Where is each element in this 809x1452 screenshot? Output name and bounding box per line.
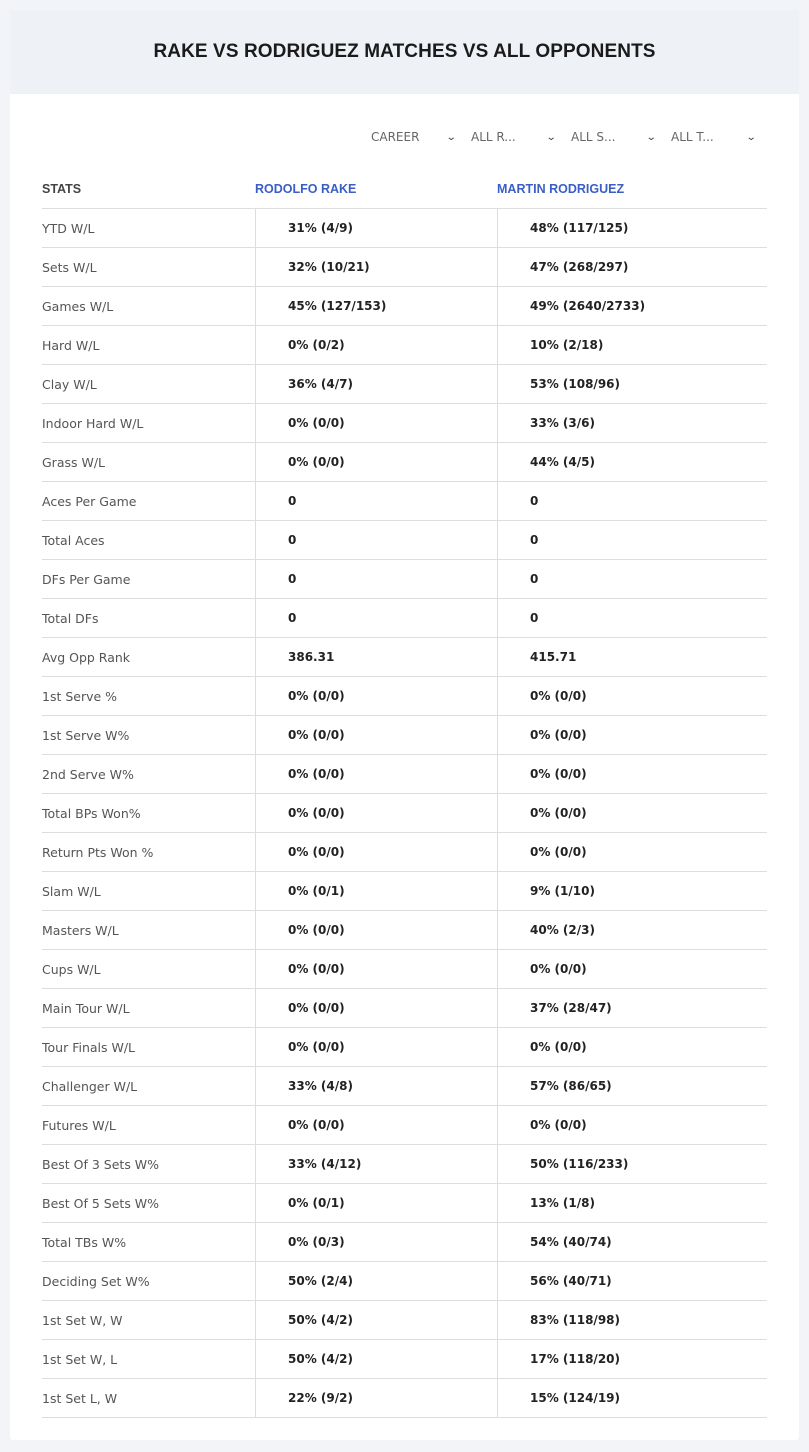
- player1-value: 33% (4/8): [255, 1067, 497, 1105]
- filter-label: ALL R...: [471, 130, 516, 144]
- player1-value: 0% (0/0): [255, 755, 497, 793]
- player1-value: 0% (0/0): [255, 443, 497, 481]
- table-body: [42, 209, 767, 1418]
- player2-value: 17% (118/20): [497, 1340, 767, 1378]
- stat-label: Masters W/L: [42, 922, 119, 938]
- table-row: [42, 248, 767, 287]
- table-row: [42, 1379, 767, 1418]
- table-row: [42, 677, 767, 716]
- filter-tournament-select[interactable]: [667, 126, 767, 148]
- stat-label: Deciding Set W%: [42, 1273, 150, 1289]
- player2-value: 0% (0/0): [497, 794, 767, 832]
- table-row: [42, 911, 767, 950]
- player2-value: 415.71: [497, 638, 767, 676]
- player2-value: 40% (2/3): [497, 911, 767, 949]
- player2-value: 0% (0/0): [497, 716, 767, 754]
- stat-label: Return Pts Won %: [42, 844, 154, 860]
- table-row: [42, 755, 767, 794]
- player1-value: 33% (4/12): [255, 1145, 497, 1183]
- player2-value: 57% (86/65): [497, 1067, 767, 1105]
- player2-value: 47% (268/297): [497, 248, 767, 286]
- player2-value: 9% (1/10): [497, 872, 767, 910]
- column-header-player2[interactable]: MARTIN RODRIGUEZ: [497, 182, 625, 196]
- player1-value: 0% (0/0): [255, 794, 497, 832]
- stat-label: Aces Per Game: [42, 493, 137, 509]
- player1-value: 0% (0/0): [255, 1028, 497, 1066]
- player1-value: 0% (0/0): [255, 1106, 497, 1144]
- stat-label: 1st Set W, W: [42, 1312, 123, 1328]
- player2-value: 15% (124/19): [497, 1379, 767, 1417]
- player2-value: 33% (3/6): [497, 404, 767, 442]
- stat-label: Best Of 3 Sets W%: [42, 1156, 160, 1172]
- player2-value: 56% (40/71): [497, 1262, 767, 1300]
- stat-label: 1st Serve %: [42, 688, 118, 704]
- card-header: [10, 10, 799, 94]
- filter-surface-select[interactable]: [567, 126, 667, 148]
- table-row: [42, 326, 767, 365]
- stat-label: Indoor Hard W/L: [42, 415, 144, 431]
- stat-label: Sets W/L: [42, 259, 97, 275]
- table-row: [42, 872, 767, 911]
- player1-value: 22% (9/2): [255, 1379, 497, 1417]
- player1-value: 0% (0/2): [255, 326, 497, 364]
- stat-label: Challenger W/L: [42, 1078, 138, 1094]
- table-row: [42, 1067, 767, 1106]
- chevron-down-icon: ⌄: [745, 131, 757, 143]
- player1-value: 0% (0/1): [255, 872, 497, 910]
- table-row: [42, 833, 767, 872]
- filter-label: CAREER: [371, 130, 420, 144]
- table-row: [42, 1301, 767, 1340]
- player2-value: 10% (2/18): [497, 326, 767, 364]
- stat-label: 1st Serve W%: [42, 727, 130, 743]
- player1-value: 0: [255, 560, 497, 598]
- player2-value: 44% (4/5): [497, 443, 767, 481]
- player1-value: 386.31: [255, 638, 497, 676]
- table-row: [42, 1184, 767, 1223]
- player1-value: 50% (4/2): [255, 1301, 497, 1339]
- table-row: [42, 989, 767, 1028]
- table-row: [42, 287, 767, 326]
- player2-value: 0% (0/0): [497, 677, 767, 715]
- player2-value: 50% (116/233): [497, 1145, 767, 1183]
- table-row: [42, 209, 767, 248]
- table-row: [42, 950, 767, 989]
- table-row: [42, 638, 767, 677]
- player1-value: 0% (0/0): [255, 989, 497, 1027]
- stat-label: Futures W/L: [42, 1117, 116, 1133]
- chevron-down-icon: ⌄: [645, 131, 657, 143]
- table-row: [42, 443, 767, 482]
- player2-value: 0% (0/0): [497, 950, 767, 988]
- stats-table: [42, 170, 767, 1418]
- player2-value: 0% (0/0): [497, 755, 767, 793]
- table-row: [42, 599, 767, 638]
- table-header: [42, 170, 767, 209]
- filter-bar: [367, 126, 767, 148]
- table-row: [42, 1028, 767, 1067]
- player2-value: 48% (117/125): [497, 209, 767, 247]
- stat-label: Slam W/L: [42, 883, 101, 899]
- player2-value: 0: [497, 521, 767, 559]
- player1-value: 0% (0/0): [255, 911, 497, 949]
- player1-value: 50% (4/2): [255, 1340, 497, 1378]
- player2-value: 0% (0/0): [497, 1106, 767, 1144]
- stat-label: YTD W/L: [42, 220, 95, 236]
- table-row: [42, 482, 767, 521]
- filter-label: ALL T...: [671, 130, 714, 144]
- stat-label: Clay W/L: [42, 376, 97, 392]
- stat-label: Tour Finals W/L: [42, 1039, 136, 1055]
- stat-label: 1st Set W, L: [42, 1351, 118, 1367]
- table-row: [42, 560, 767, 599]
- stat-label: Main Tour W/L: [42, 1000, 130, 1016]
- player1-value: 0% (0/0): [255, 950, 497, 988]
- filter-career-select[interactable]: [367, 126, 467, 148]
- player1-value: 0% (0/0): [255, 677, 497, 715]
- player1-value: 50% (2/4): [255, 1262, 497, 1300]
- player2-value: 37% (28/47): [497, 989, 767, 1027]
- player2-value: 0: [497, 482, 767, 520]
- column-header-stats: STATS: [42, 182, 82, 196]
- player2-value: 0: [497, 560, 767, 598]
- player2-value: 0% (0/0): [497, 1028, 767, 1066]
- stat-label: Total Aces: [42, 532, 105, 548]
- player1-value: 0% (0/0): [255, 716, 497, 754]
- filter-round-select[interactable]: [467, 126, 567, 148]
- table-row: [42, 1106, 767, 1145]
- stat-label: 2nd Serve W%: [42, 766, 134, 782]
- table-row: [42, 365, 767, 404]
- player1-value: 0% (0/0): [255, 833, 497, 871]
- player2-value: 49% (2640/2733): [497, 287, 767, 325]
- player1-value: 0% (0/1): [255, 1184, 497, 1222]
- filter-label: ALL S...: [571, 130, 616, 144]
- stat-label: 1st Set L, W: [42, 1390, 118, 1406]
- table-row: [42, 794, 767, 833]
- stat-label: Games W/L: [42, 298, 114, 314]
- table-row: [42, 716, 767, 755]
- column-header-player1[interactable]: RODOLFO RAKE: [255, 182, 357, 196]
- chevron-down-icon: ⌄: [445, 131, 457, 143]
- stat-label: Total BPs Won%: [42, 805, 141, 821]
- player1-value: 0: [255, 599, 497, 637]
- table-row: [42, 1145, 767, 1184]
- player1-value: 31% (4/9): [255, 209, 497, 247]
- player2-value: 54% (40/74): [497, 1223, 767, 1261]
- stat-label: Avg Opp Rank: [42, 649, 131, 665]
- player1-value: 0: [255, 521, 497, 559]
- table-row: [42, 1262, 767, 1301]
- player2-value: 13% (1/8): [497, 1184, 767, 1222]
- chevron-down-icon: ⌄: [545, 131, 557, 143]
- player1-value: 0: [255, 482, 497, 520]
- player2-value: 0: [497, 599, 767, 637]
- stat-label: Total TBs W%: [42, 1234, 127, 1250]
- player2-value: 0% (0/0): [497, 833, 767, 871]
- stat-label: Total DFs: [42, 610, 99, 626]
- stats-card: [10, 10, 799, 1440]
- player1-value: 32% (10/21): [255, 248, 497, 286]
- page-title: RAKE VS RODRIGUEZ MATCHES VS ALL OPPONENTS: [153, 41, 656, 62]
- player1-value: 45% (127/153): [255, 287, 497, 325]
- stat-label: Cups W/L: [42, 961, 101, 977]
- table-row: [42, 1223, 767, 1262]
- player1-value: 0% (0/0): [255, 404, 497, 442]
- table-row: [42, 1340, 767, 1379]
- stat-label: Hard W/L: [42, 337, 100, 353]
- player2-value: 53% (108/96): [497, 365, 767, 403]
- player1-value: 36% (4/7): [255, 365, 497, 403]
- player2-value: 83% (118/98): [497, 1301, 767, 1339]
- table-row: [42, 404, 767, 443]
- table-row: [42, 521, 767, 560]
- stat-label: Best Of 5 Sets W%: [42, 1195, 160, 1211]
- stat-label: DFs Per Game: [42, 571, 131, 587]
- player1-value: 0% (0/3): [255, 1223, 497, 1261]
- stat-label: Grass W/L: [42, 454, 106, 470]
